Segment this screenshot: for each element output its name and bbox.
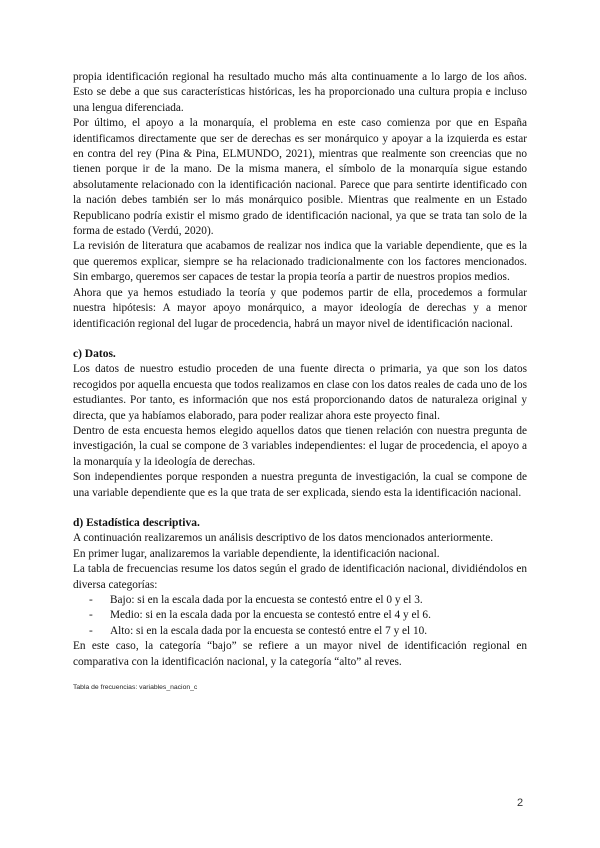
list-item-text: Alto: si en la escala dada por la encuesta se contestó entre el 7 y el 10. <box>110 624 428 637</box>
paragraph: propia identificación regional ha resultado mucho más alta continuamente a lo largo de los años. Esto se debe a que sus características históricas, les ha proporcionado una cultura propia e incluso una lengua diferenciada. <box>73 71 527 114</box>
paragraph: En este caso, la categoría “bajo” se refiere a un mayor nivel de identificación regional en comparativa con la identificación nacional, y la categoría “alto” al reves. <box>73 640 527 668</box>
table-caption: Tabla de frecuencias: variables_nacion_c <box>73 684 198 692</box>
paragraph: Son independientes porque responden a nuestra pregunta de investigación, la cual se compone de una variable dependiente que es la que trata de ser explicada, siendo esta la identificación nacional. <box>73 471 527 499</box>
paragraph: La tabla de frecuencias resume los datos según el grado de identificación nacional, dividiéndolos en diversa categorías: <box>73 563 527 591</box>
page-content <box>73 70 527 692</box>
list-marker: - <box>89 624 93 637</box>
list-item <box>73 624 527 639</box>
paragraph: Dentro de esta encuesta hemos elegido aquellos datos que tienen relación con nuestra pregunta de investigación, la cual se compone de 3 variables independientes: el lugar de procedencia, el apoyo a la monarquía y la ideología de derechas. <box>73 424 527 468</box>
paragraph: Por último, el apoyo a la monarquía, el problema en este caso comienza por que en España identificamos directamente que ser de derechas es ser monárquico y apoyar a la izquierda es estar en contra del rey (Pina & Pina, ELMUNDO, 2021), mientras que realmente son creencias que no tienen porque ir de la mano. De la misma manera, el símbolo de la monarquía sigue estando absolutamente relacionado con la identificación nacional. Parece que para sentirte identificado con la nación debes también ser lo más monárquico posible. Mientras que realmente en un Estado Republicano podría existir el mismo grado de identificación nacional, ya que se trata tan solo de la forma de estado (Verdú, 2020). <box>73 117 527 238</box>
list-item <box>73 593 527 608</box>
section-heading-datos: c) Datos. <box>73 347 116 360</box>
paragraph: En primer lugar, analizaremos la variable dependiente, la identificación nacional. <box>73 547 440 560</box>
paragraph: La revisión de literatura que acabamos de realizar nos indica que la variable dependiente, que es la que queremos explicar, siempre se ha relacionado tradicionalmente con los factores mencionados. Sin embargo, queremos ser capaces de testar la propia teoría a partir de nuestros propios medios. <box>73 240 527 284</box>
paragraph: Los datos de nuestro estudio proceden de una fuente directa o primaria, ya que son los datos recogidos por aquella encuesta que todos realizamos en clase con los datos reales de cada uno de los estudiantes. Por tanto, es información que nos está proporcionando datos de naturaleza original y directa, que ya habíamos elaborado, para poder realizar ahora este proyecto final. <box>73 363 527 422</box>
list-marker: - <box>89 594 93 606</box>
section-heading-estadistica: d) Estadística descriptiva. <box>73 516 200 529</box>
list-marker: - <box>89 609 93 622</box>
list-item-text: Bajo: si en la escala dada por la encuesta se contestó entre el 0 y el 3. <box>110 594 423 606</box>
paragraph: Ahora que ya hemos estudiado la teoría y que podemos partir de ella, procedemos a formular nuestra hipótesis: A mayor apoyo monárquico, a mayor ideología de derechas y a menor identificación regional del lugar de procedencia, habrá un mayor nivel de identificación nacional. <box>73 286 527 330</box>
category-list <box>73 593 527 639</box>
page-number: 2 <box>517 797 524 809</box>
paragraph: A continuación realizaremos un análisis descriptivo de los datos mencionados anteriormente. <box>73 532 494 545</box>
list-item <box>73 608 527 623</box>
list-item-text: Medio: si en la escala dada por la encuesta se contestó entre el 4 y el 6. <box>110 609 431 622</box>
